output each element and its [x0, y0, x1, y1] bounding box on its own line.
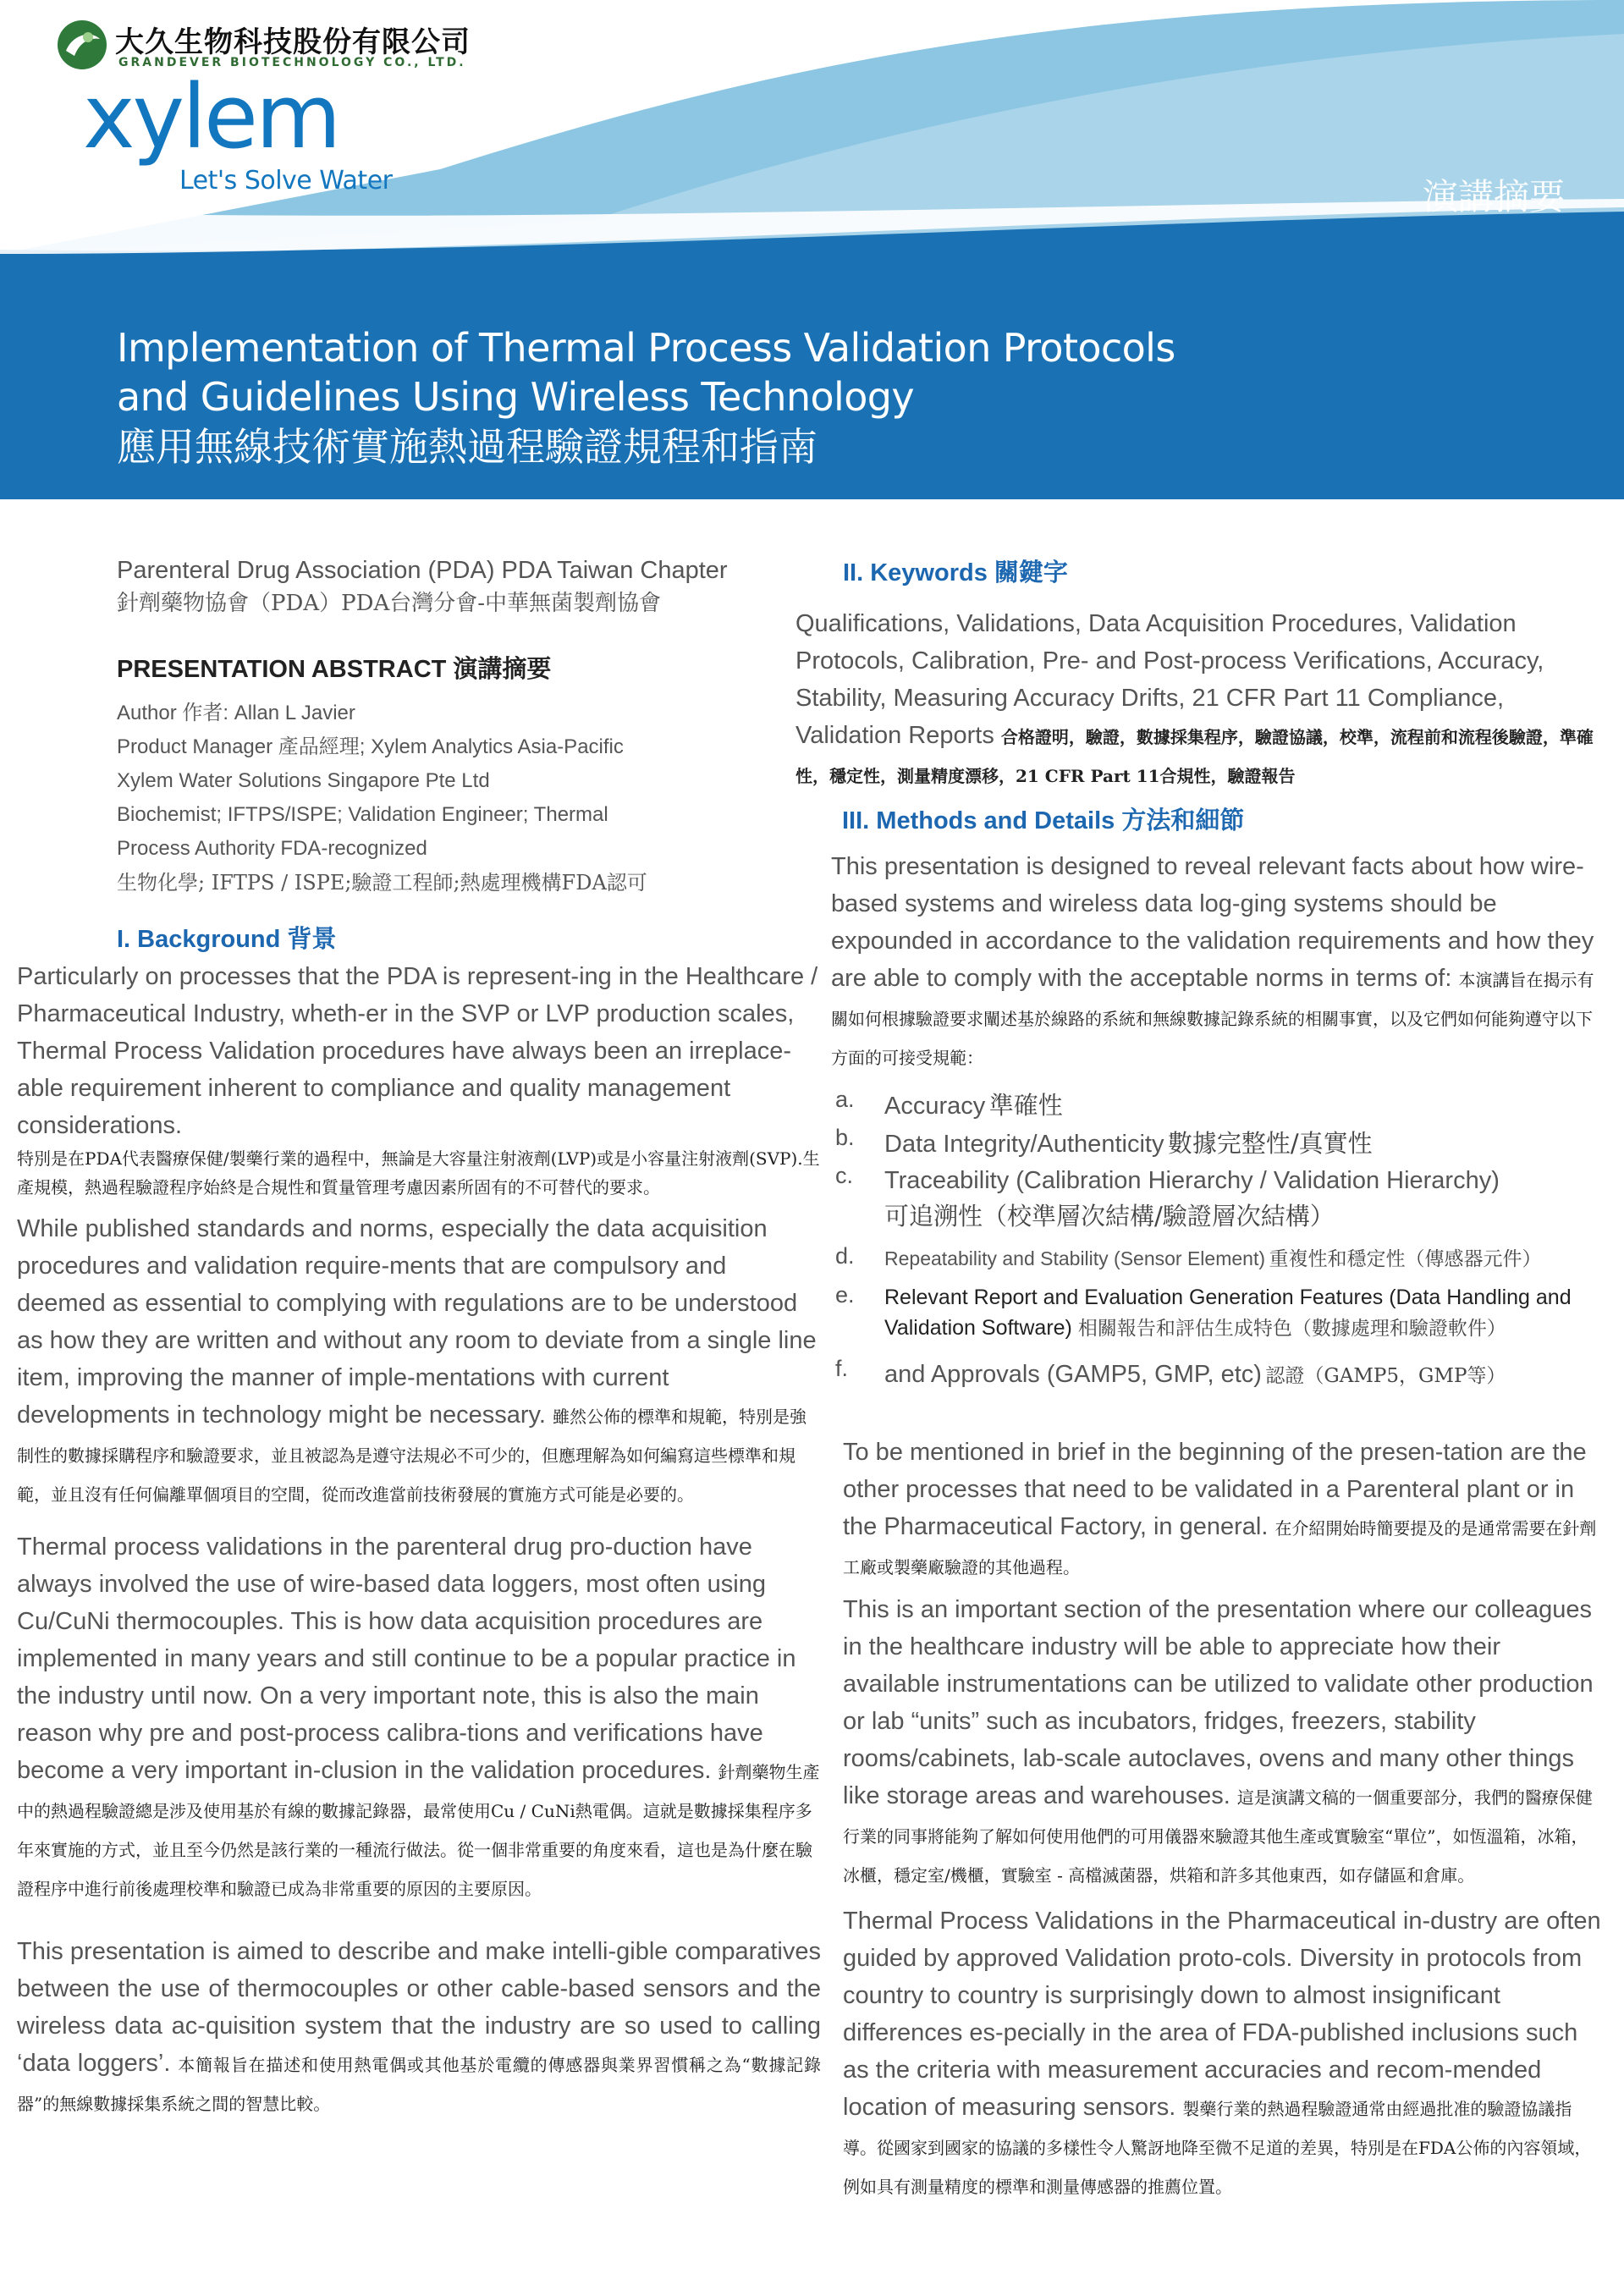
list-item-zh: 可追溯性（校準層次結構/驗證層次結構） — [884, 1202, 1335, 1231]
background-para1-zh: 特別是在PDA代表醫療保健/製藥行業的過程中，無論是大容量注射液劑(LVP)或是小容量注射液劑(SVP).生產規模，熱過程驗證程序始終是合規性和質量管理考慮因素所固有的不可替代的要求。 — [17, 1148, 820, 1198]
background-para4-en: This presentation is aimed to describe and make intelli-gible comparatives between the use of thermocouples or other cable-based sensors and the wireless data ac-quisition system that the industry are so used to calling ‘data loggers’. — [17, 1938, 821, 2077]
company-name-en: GRANDEVER BIOTECHNOLOGY CO., LTD. — [118, 56, 466, 69]
abstract-block — [17, 650, 821, 955]
section-paragraph — [843, 1591, 1604, 1894]
background-para3 — [17, 1528, 821, 1908]
page-title — [117, 323, 1302, 472]
protocols-en: Thermal Process Validations in the Pharmaceutical in-dustry are often guided by approved Validation proto-cols. Diversity in protocols from country to country is surprisingly down to almost insignificant differences es-pecially in the area of FDA-published inclusions such as the criteria with measurement accuracies and recom-mended location of measuring sensors. — [843, 1908, 1601, 2121]
background-para2-en: While published standards and norms, especially the data acquisition procedures and validation require-ments that are compulsory and deemed as essential to complying with regulations are to be understood as how they are written and without any room to deviate from a single line item, improving the manner of imple-mentations with current developments in technology might be necessary. — [17, 1215, 817, 1429]
methods-intro — [831, 848, 1604, 1076]
right-column — [795, 553, 1604, 2205]
list-marker: b. — [835, 1125, 855, 1150]
company-seal-icon — [56, 19, 108, 71]
list-item — [831, 1243, 1604, 1274]
methods-intro-en: This presentation is designed to reveal relevant facts about how wire-based systems and wireless data log-ging systems should be expounded in accordance to the validation requirements and how they are able to comply with the acceptable norms in terms of: — [831, 853, 1594, 992]
xylem-logo: xylem — [83, 65, 339, 168]
list-item-zh: 重複性和穩定性（傳感器元件） — [1269, 1248, 1542, 1270]
list-marker: a. — [835, 1087, 855, 1112]
mention-zh: 在介紹開始時簡要提及的是通常需要在針劑工廠或製藥廠驗證的其他過程。 — [843, 1518, 1597, 1577]
author-line: Xylem Water Solutions Singapore Pte Ltd — [117, 769, 490, 792]
methods-section — [795, 848, 1604, 1393]
list-item-zh: 準確性 — [988, 1091, 1063, 1120]
background-heading: I. Background 背景 — [117, 926, 337, 953]
background-para3-en: Thermal process validations in the parenteral drug pro-duction have always involved the use of wire-based data loggers, most often using Cu/CuNi thermocouples. This is how data acquisition procedures are implemented in many years and still continue to be a popular practice in the industry until now. On a very important note, this is also the main reason why pre and post-process calibra-tions and verifications have become a very important in-clusion in the validation procedures. — [17, 1533, 796, 1784]
protocols-zh: 製藥行業的熱過程驗證通常由經過批准的驗證協議指導。從國家到國家的協議的多樣性令人驚訝地降至微不足道的差異，特別是在FDA公佈的內容領域，例如具有測量精度的標準和測量傳感器的推薦位置。 — [843, 2099, 1592, 2197]
section-zh: 這是演講文稿的一個重要部分，我們的醫療保健行業的同事將能夠了解如何使用他們的可用儀器來驗證其他生產或實驗室“單位”，如恆溫箱，冰箱，冰櫃，穩定室/機櫃，實驗室 - 高檔滅菌器，烘箱和許多其他東西，如存儲區和倉庫。 — [843, 1787, 1593, 1886]
background-para4 — [17, 1933, 821, 2123]
background-para2 — [17, 1210, 821, 1513]
title-en-line1: Implementation of Thermal Process Validation Protocols — [117, 325, 1175, 371]
methods-intro-zh: 本演講旨在揭示有關如何根據驗證要求闡述基於線路的系統和無線數據記錄系統的相關事實，以及它們如何能夠遵守以下方面的可接受規範： — [831, 970, 1594, 1068]
section-en: This is an important section of the presentation where our colleagues in the healthcare industry will be able to appreciate how their available instrumentations can be utilized to validate other production or lab “units” such as incubators, fridges, freezers, stability rooms/cabinets, lab-scale autoclaves, ovens and many other things like storage areas and warehouses. — [843, 1596, 1594, 1809]
organization-zh: 針劑藥物協會（PDA）PDA台灣分會-中華無菌製劑協會 — [117, 591, 662, 616]
background-para4-zh: 本簡報旨在描述和使用熱電偶或其他基於電纜的傳感器與業界習慣稱之為“數據記錄器”的無線數據採集系統之間的智慧比較。 — [17, 2055, 822, 2114]
list-item-zh: 相關報告和評估生成特色（數據處理和驗證軟件） — [1077, 1318, 1506, 1340]
compliance-list — [831, 1087, 1604, 1393]
mention-paragraph — [843, 1434, 1604, 1586]
author-line: Author 作者: Allan L Javier — [117, 702, 355, 724]
company-name-zh: 大久生物科技股份有限公司 — [115, 25, 471, 59]
author-line: Product Manager 產品經理; Xylem Analytics Asia-Pacific — [117, 735, 624, 758]
organization — [17, 553, 821, 619]
list-item — [831, 1282, 1604, 1344]
keywords-paragraph — [795, 605, 1604, 795]
background-section — [17, 958, 821, 2123]
abstract-heading: PRESENTATION ABSTRACT 演講摘要 — [117, 656, 552, 683]
organization-en: Parenteral Drug Association (PDA) PDA Taiwan Chapter — [117, 557, 728, 584]
list-item-en: Relevant Report and Evaluation Generation Features (Data Handling and Validation Software) — [884, 1286, 1572, 1340]
xylem-tagline: Let's Solve Water — [179, 166, 393, 195]
background-para2-zh: 雖然公佈的標準和規範，特別是強制性的數據採購程序和驗證要求，並且被認為是遵守法規必不可少的，但應理解為如何編寫這些標準和規範，並且沒有任何偏離單個項目的空間，從而改進當前技術發展的實施方式可能是必要的。 — [17, 1407, 806, 1505]
background-para3-zh: 針劑藥物生產中的熱過程驗證總是涉及使用基於有線的數據記錄器，最常使用Cu / CuNi熱電偶。這就是數據採集程序多年來實施的方式，並且至今仍然是該行業的一種流行做法。從一個非常重要的角度來看，這也是為什麼在驗證程序中進行前後處理校準和驗證已成為非常重要的原因的主要原因。 — [17, 1762, 820, 1899]
author-zh: 生物化學; IFTPS / ISPE;驗證工程師;熱處理機構FDA認可 — [117, 871, 647, 895]
title-zh: 應用無線技術實施熱過程驗證規程和指南 — [117, 424, 818, 470]
list-marker: d. — [835, 1243, 855, 1269]
list-item — [831, 1087, 1604, 1125]
details-section — [795, 1434, 1604, 2205]
keywords-en: Qualifications, Validations, Data Acquisition Procedures, Validation Protocols, Calibration, Pre- and Post-process Verifications, Accuracy, Stability, Measuring Accuracy Drifts, 21 CFR Part 11 Compliance, Validation Reports — [795, 610, 1544, 749]
keywords-zh: 合格證明，驗證，數據採集程序，驗證協議，校準，流程前和流程後驗證，準確性，穩定性，測量精度漂移，21 CFR Part 11合規性，驗證報告 — [795, 727, 1594, 786]
methods-heading: III. Methods and Details 方法和細節 — [842, 807, 1245, 834]
list-item-en: Traceability (Calibration Hierarchy / Validation Hierarchy) — [884, 1167, 1500, 1194]
protocols-paragraph — [843, 1902, 1604, 2205]
keywords-heading: II. Keywords 關鍵字 — [843, 559, 1068, 586]
list-marker: c. — [835, 1163, 854, 1188]
list-marker: f. — [835, 1356, 849, 1381]
document-type: 演講摘要 — [1422, 176, 1565, 217]
list-item-en: Data Integrity/Authenticity — [884, 1131, 1164, 1158]
author-line: Process Authority FDA-recognized — [117, 837, 427, 860]
list-item — [831, 1356, 1604, 1393]
author-block — [117, 697, 821, 900]
list-item — [831, 1125, 1604, 1163]
list-item — [831, 1163, 1604, 1235]
list-item-zh: 認證（GAMP5，GMP等） — [1265, 1365, 1506, 1387]
list-item-en: and Approvals (GAMP5, GMP, etc) — [884, 1361, 1262, 1388]
title-en-line2: and Guidelines Using Wireless Technology — [117, 374, 915, 420]
background-para1-en: Particularly on processes that the PDA is represent-ing in the Healthcare / Pharmaceutical Industry, wheth-er in the SVP or LVP production scales, Thermal Process Validation procedures have always been an irreplace-able requirement inherent to compliance and quality management considerations. — [17, 963, 818, 1139]
list-item-zh: 數據完整性/真實性 — [1167, 1129, 1373, 1158]
list-item-en: Accuracy — [884, 1093, 986, 1120]
author-line: Biochemist; IFTPS/ISPE; Validation Engineer; Thermal — [117, 803, 608, 826]
list-marker: e. — [835, 1282, 855, 1308]
list-item-en: Repeatability and Stability (Sensor Element) — [884, 1247, 1266, 1269]
mention-en: To be mentioned in brief in the beginning of the presen-tation are the other processes that need to be validated in a Parenteral plant or in the Pharmaceutical Factory, in general. — [843, 1439, 1587, 1540]
left-column — [17, 553, 821, 2123]
